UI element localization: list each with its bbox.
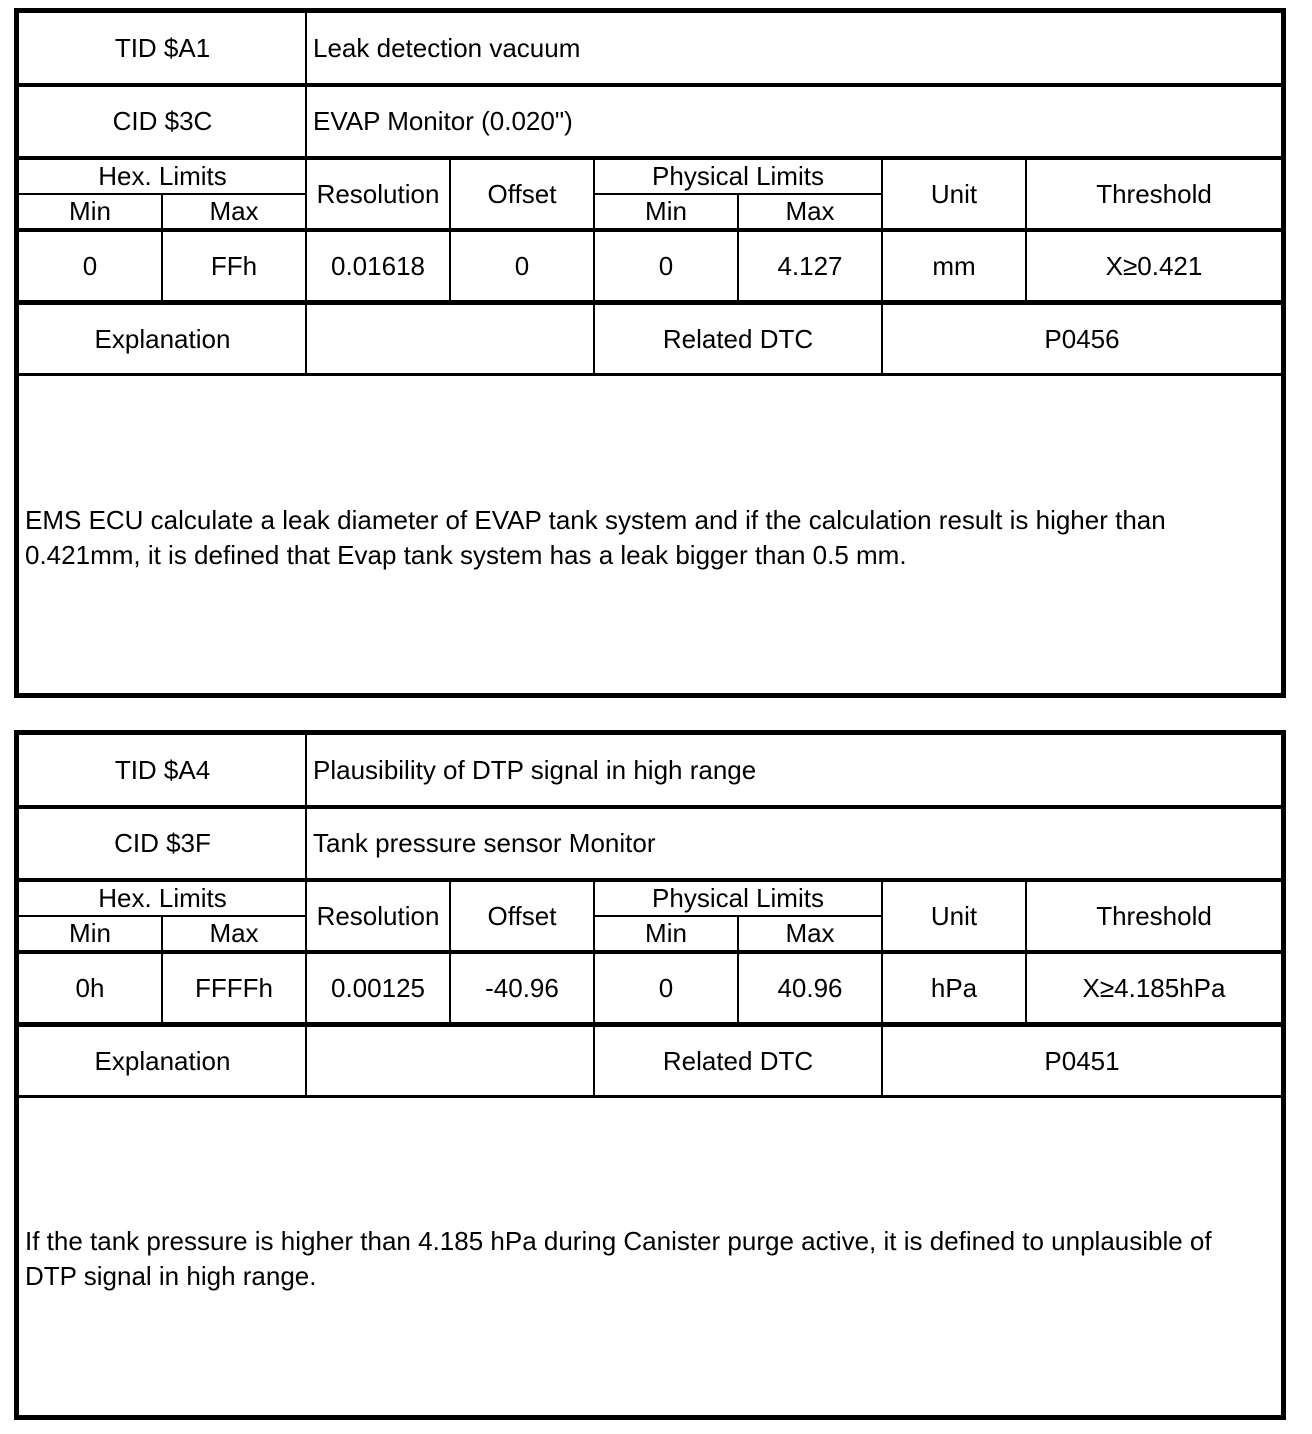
related-dtc-label: Related DTC: [662, 1045, 814, 1076]
offset-header: Offset: [487, 900, 557, 931]
tid-label: TID $A1: [114, 32, 211, 63]
hex-max-value: FFh: [210, 250, 258, 281]
resolution-header: Resolution: [316, 900, 440, 931]
explanation-label: Explanation: [94, 323, 231, 354]
resolution-value: 0.01618: [331, 250, 425, 281]
explanation-label: Explanation: [94, 1045, 231, 1076]
cid-label: CID $3C: [112, 106, 213, 136]
hex-max-header: Max: [209, 918, 259, 948]
related-dtc-value: P0451: [1044, 1045, 1120, 1076]
hex-limits-header: Hex. Limits: [98, 161, 227, 191]
hex-min-header: Min: [69, 918, 111, 948]
hex-limits-header: Hex. Limits: [98, 883, 227, 913]
phys-min-header: Min: [645, 196, 687, 226]
explanation-text: If the tank pressure is higher than 4.185 hPa during Canister purge active, it is defined to unplausible of DTP signal in high range.: [25, 1226, 1212, 1291]
tid-description: Leak detection vacuum: [313, 32, 581, 63]
divider: [19, 373, 1281, 376]
phys-max-value: 40.96: [777, 972, 843, 1003]
phys-max-value: 4.127: [777, 250, 843, 281]
phys-max-header: Max: [785, 918, 835, 948]
tid-description: Plausibility of DTP signal in high range: [313, 754, 757, 785]
threshold-header: Threshold: [1096, 178, 1212, 209]
hex-max-value: FFFFh: [195, 972, 273, 1003]
monitor-table-1: [14, 8, 1286, 698]
unit-header: Unit: [930, 178, 978, 209]
hex-max-header: Max: [209, 196, 259, 226]
divider: [19, 1095, 1281, 1098]
hex-min-value: 0: [82, 250, 98, 281]
resolution-header: Resolution: [316, 178, 440, 209]
physical-limits-header: Physical Limits: [652, 883, 824, 913]
phys-min-value: 0: [658, 250, 674, 281]
phys-min-value: 0: [658, 972, 674, 1003]
threshold-header: Threshold: [1096, 900, 1212, 931]
hex-min-header: Min: [69, 196, 111, 226]
monitor-table-2: [14, 730, 1286, 1420]
offset-value: 0: [514, 250, 530, 281]
cid-description: Tank pressure sensor Monitor: [313, 828, 656, 858]
unit-value: hPa: [930, 972, 978, 1003]
unit-value: mm: [932, 250, 976, 281]
cid-label: CID $3F: [114, 828, 211, 858]
resolution-value: 0.00125: [331, 972, 425, 1003]
unit-header: Unit: [930, 900, 978, 931]
explanation-text: EMS ECU calculate a leak diameter of EVAP tank system and if the calculation result is higher than 0.421mm, it is defined that Evap tank system has a leak bigger than 0.5 mm.: [25, 505, 1166, 570]
phys-max-header: Max: [785, 196, 835, 226]
threshold-value: X≥4.185hPa: [1082, 972, 1226, 1003]
offset-value: -40.96: [485, 972, 559, 1003]
physical-limits-header: Physical Limits: [652, 161, 824, 191]
related-dtc-value: P0456: [1044, 323, 1120, 354]
threshold-value: X≥0.421: [1105, 250, 1203, 281]
cid-description: EVAP Monitor (0.020"): [313, 106, 573, 136]
offset-header: Offset: [487, 178, 557, 209]
hex-min-value: 0h: [75, 972, 105, 1003]
related-dtc-label: Related DTC: [662, 323, 814, 354]
tid-label: TID $A4: [114, 754, 211, 785]
phys-min-header: Min: [645, 918, 687, 948]
